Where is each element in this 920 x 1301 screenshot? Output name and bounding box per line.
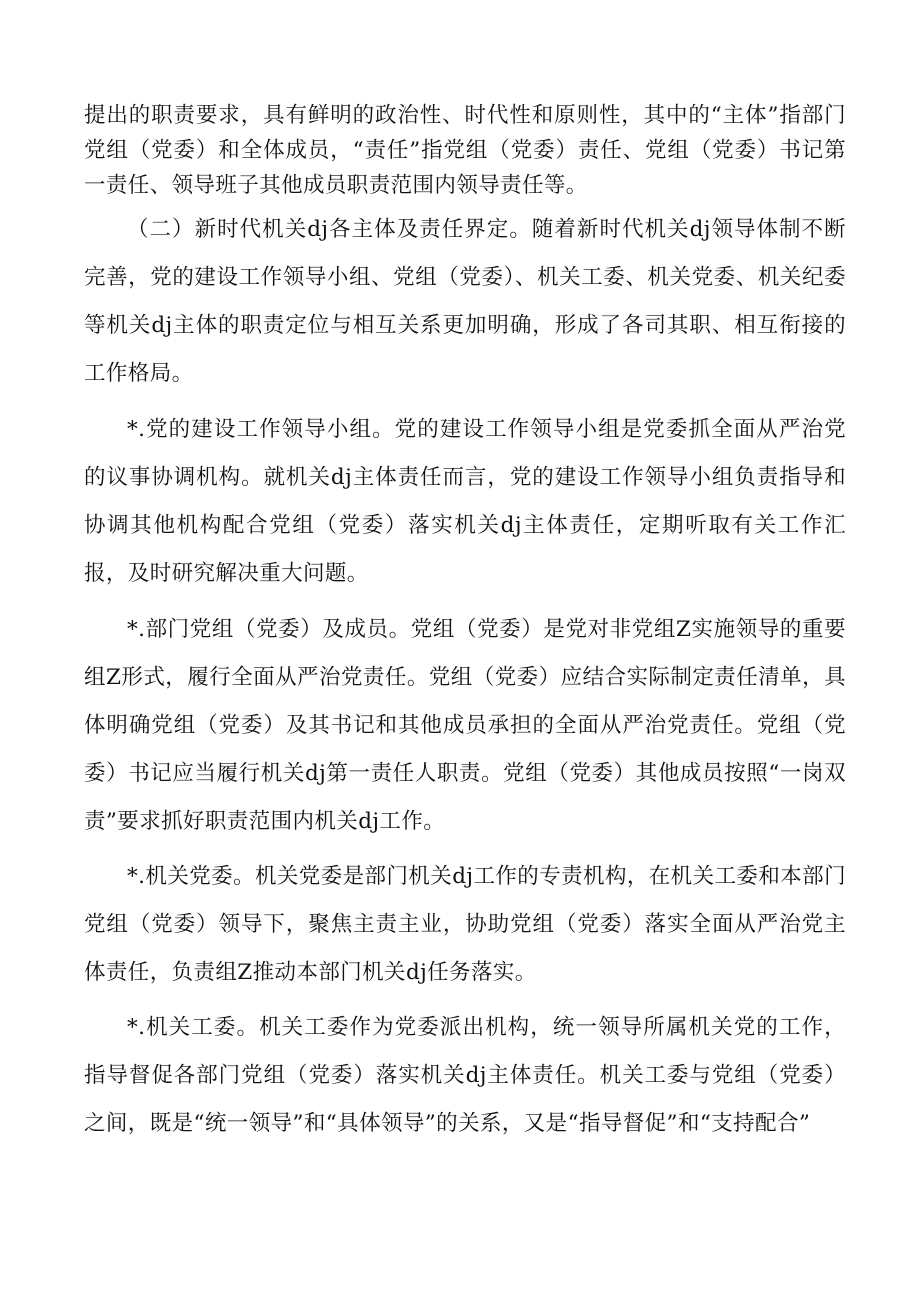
paragraph-party-group-members: *.部门党组（党委）及成员。党组（党委）是党对非党组Z实施领导的重要组Z形式，履行全面从严治党责任。党组（党委）应结合实际制定责任清单，具体明确党组（党委）及其书记和其他成员承担的全面从严治党责任。党组（党委）书记应当履行机关dj第一责任人职责。党组（党委）其他成员按照“一岗双责”要求抓好职责范围内机关dj工作。 (84, 617, 846, 834)
paragraph-leading-group: *.党的建设工作领导小组。党的建设工作领导小组是党委抓全面从严治党的议事协调机构。就机关dj主体责任而言，党的建设工作领导小组负责指导和协调其他机构配合党组（党委）落实机关dj主体责任，定期听取有关工作汇报，及时研究解决重大问题。 (84, 417, 846, 586)
paragraph-section-two-heading: （二）新时代机关dj各主体及责任界定。随着新时代机关dj领导体制不断完善，党的建设工作领导小组、党组（党委）、机关工委、机关党委、机关纪委等机关dj主体的职责定位与相互关系更加明确，形成了各司其职、相互衔接的工作格局。 (84, 217, 846, 386)
paragraph-organ-work-committee: *.机关工委。机关工委作为党委派出机构，统一领导所属机关党的工作，指导督促各部门党组（党委）落实机关dj主体责任。机关工委与党组（党委）之间，既是“统一领导”和“具体领导”的关系，又是“指导督促”和“支持配合” (84, 1015, 846, 1136)
paragraph-organ-party-committee: *.机关党委。机关党委是部门机关dj工作的专责机构，在机关工委和本部门党组（党委）领导下，聚焦主责主业，协助党组（党委）落实全面从严治党主体责任，负责组Z推动本部门机关dj任务落实。 (84, 864, 846, 985)
paragraph-intro-continuation: 提出的职责要求，具有鲜明的政治性、时代性和原则性，其中的“主体”指部门党组（党委）和全体成员，“责任”指党组（党委）责任、党组（党委）书记第一责任、领导班子其他成员职责范围内领导责任等。 (84, 103, 846, 198)
